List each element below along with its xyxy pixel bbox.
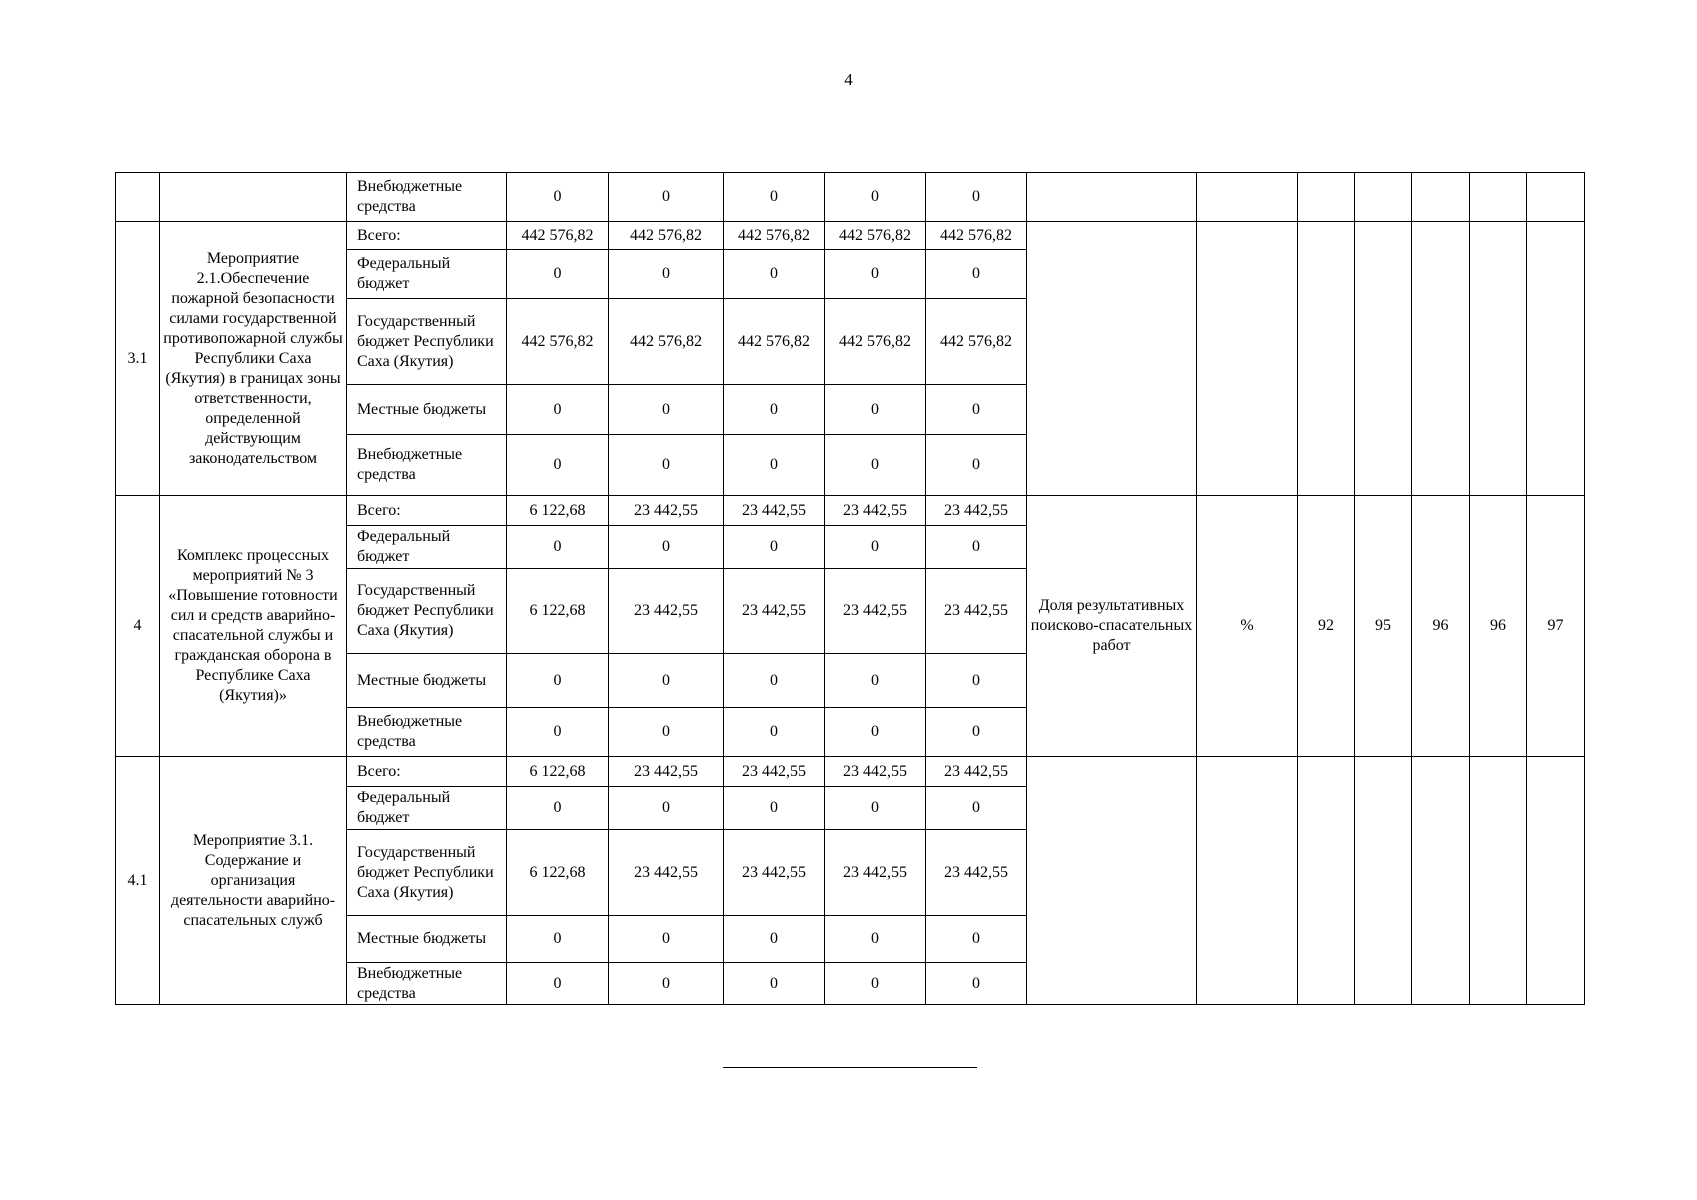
amount-cell: 0 [926,654,1027,708]
amount-cell: 23 442,55 [825,569,926,654]
target-cell [1412,222,1470,496]
activity-name-cell: Мероприятие 3.1. Содержание и организация деятельности аварийно-спасательных служб [160,757,347,1005]
table-row [116,757,1585,787]
amount-cell: 0 [926,963,1027,1005]
budget-table [115,172,1585,1005]
amount-cell: 0 [724,708,825,757]
amount-cell: 0 [507,173,609,222]
activity-name-cell: Комплекс процессных мероприятий № 3 «Повышение готовности сил и средств аварийно-спасательной службы и гражданская оборона в Республике Саха (Якутия)» [160,496,347,757]
amount-cell: 0 [724,787,825,830]
amount-cell: 0 [825,787,926,830]
amount-cell: 23 442,55 [926,569,1027,654]
target-cell [1355,222,1412,496]
amount-cell: 0 [609,435,724,496]
funding-source-label: Государственный бюджет Республики Саха (Якутия) [347,299,507,385]
indicator-cell [1027,757,1197,1005]
amount-cell: 442 576,82 [825,222,926,250]
row-number-cell [116,173,160,222]
target-cell [1527,173,1585,222]
activity-name-cell: Мероприятие 2.1.Обеспечение пожарной безопасности силами государственной противопожарной службы Республики Саха (Якутия) в границах зоны ответственности, определенной действующим законодательством [160,222,347,496]
amount-cell: 23 442,55 [724,496,825,526]
target-cell [1527,757,1585,1005]
amount-cell: 23 442,55 [724,757,825,787]
funding-source-label: Федеральный бюджет [347,250,507,299]
amount-cell: 6 122,68 [507,830,609,916]
amount-cell: 0 [507,963,609,1005]
amount-cell: 0 [507,787,609,830]
target-cell [1298,222,1355,496]
target-cell [1355,173,1412,222]
amount-cell: 0 [926,173,1027,222]
amount-cell: 0 [825,963,926,1005]
table-row [116,222,1585,250]
amount-cell: 23 442,55 [825,830,926,916]
row-number-cell: 4.1 [116,757,160,1005]
target-cell [1470,757,1527,1005]
indicator-cell [1027,222,1197,496]
amount-cell: 0 [609,250,724,299]
amount-cell: 442 576,82 [926,222,1027,250]
funding-source-label: Местные бюджеты [347,654,507,708]
amount-cell: 0 [507,526,609,569]
target-cell [1412,173,1470,222]
amount-cell: 23 442,55 [724,830,825,916]
amount-cell: 23 442,55 [926,757,1027,787]
amount-cell: 442 576,82 [609,299,724,385]
amount-cell: 0 [724,963,825,1005]
amount-cell: 6 122,68 [507,496,609,526]
amount-cell: 0 [507,435,609,496]
amount-cell: 442 576,82 [825,299,926,385]
amount-cell: 0 [724,526,825,569]
amount-cell: 0 [825,385,926,435]
page-number: 4 [844,70,853,89]
target-cell: 95 [1355,496,1412,757]
amount-cell: 23 442,55 [609,569,724,654]
amount-cell: 23 442,55 [926,496,1027,526]
amount-cell: 6 122,68 [507,569,609,654]
amount-cell: 23 442,55 [609,757,724,787]
unit-cell [1197,757,1298,1005]
amount-cell: 0 [825,173,926,222]
amount-cell: 0 [507,250,609,299]
funding-source-label: Федеральный бюджет [347,787,507,830]
amount-cell: 0 [507,708,609,757]
amount-cell: 0 [609,654,724,708]
amount-cell: 23 442,55 [926,830,1027,916]
amount-cell: 0 [724,654,825,708]
activity-name-cell [160,173,347,222]
amount-cell: 0 [724,250,825,299]
unit-cell [1197,173,1298,222]
amount-cell: 0 [609,963,724,1005]
amount-cell: 0 [507,654,609,708]
amount-cell: 0 [724,173,825,222]
amount-cell: 23 442,55 [825,757,926,787]
amount-cell: 0 [926,787,1027,830]
target-cell [1298,173,1355,222]
amount-cell: 442 576,82 [609,222,724,250]
target-cell: 92 [1298,496,1355,757]
amount-cell: 0 [825,435,926,496]
amount-cell: 0 [825,916,926,963]
funding-source-label: Внебюджетные средства [347,435,507,496]
amount-cell: 0 [609,708,724,757]
amount-cell: 0 [609,385,724,435]
amount-cell: 6 122,68 [507,757,609,787]
target-cell [1298,757,1355,1005]
unit-cell [1197,222,1298,496]
funding-source-label: Государственный бюджет Республики Саха (Якутия) [347,569,507,654]
amount-cell: 0 [825,526,926,569]
amount-cell: 442 576,82 [926,299,1027,385]
amount-cell: 0 [926,385,1027,435]
target-cell: 97 [1527,496,1585,757]
amount-cell: 0 [926,708,1027,757]
amount-cell: 0 [825,654,926,708]
end-separator-line [723,1067,977,1068]
amount-cell: 0 [926,250,1027,299]
amount-cell: 0 [609,787,724,830]
target-cell: 96 [1470,496,1527,757]
amount-cell: 23 442,55 [724,569,825,654]
amount-cell: 442 576,82 [507,222,609,250]
unit-cell: % [1197,496,1298,757]
funding-source-label: Внебюджетные средства [347,708,507,757]
amount-cell: 0 [926,916,1027,963]
target-cell [1470,222,1527,496]
funding-source-label: Всего: [347,496,507,526]
target-cell: 96 [1412,496,1470,757]
amount-cell: 442 576,82 [724,222,825,250]
amount-cell: 0 [724,385,825,435]
table-row [116,496,1585,526]
amount-cell: 0 [507,385,609,435]
amount-cell: 23 442,55 [825,496,926,526]
amount-cell: 0 [609,916,724,963]
indicator-cell [1027,173,1197,222]
amount-cell: 442 576,82 [724,299,825,385]
row-number-cell: 4 [116,496,160,757]
amount-cell: 23 442,55 [609,830,724,916]
amount-cell: 0 [926,526,1027,569]
amount-cell: 0 [825,708,926,757]
amount-cell: 0 [609,173,724,222]
target-cell [1355,757,1412,1005]
funding-source-label: Всего: [347,222,507,250]
amount-cell: 23 442,55 [609,496,724,526]
funding-source-label: Федеральный бюджет [347,526,507,569]
amount-cell: 442 576,82 [507,299,609,385]
row-number-cell: 3.1 [116,222,160,496]
table-row [116,173,1585,222]
indicator-cell: Доля результативных поисково-спасательных работ [1027,496,1197,757]
amount-cell: 0 [926,435,1027,496]
target-cell [1470,173,1527,222]
funding-source-label: Государственный бюджет Республики Саха (Якутия) [347,830,507,916]
funding-source-label: Внебюджетные средства [347,963,507,1005]
target-cell [1527,222,1585,496]
amount-cell: 0 [507,916,609,963]
amount-cell: 0 [724,916,825,963]
target-cell [1412,757,1470,1005]
funding-source-label: Местные бюджеты [347,916,507,963]
amount-cell: 0 [609,526,724,569]
funding-source-label: Местные бюджеты [347,385,507,435]
funding-source-label: Всего: [347,757,507,787]
amount-cell: 0 [724,435,825,496]
funding-source-label: Внебюджетные средства [347,173,507,222]
amount-cell: 0 [825,250,926,299]
